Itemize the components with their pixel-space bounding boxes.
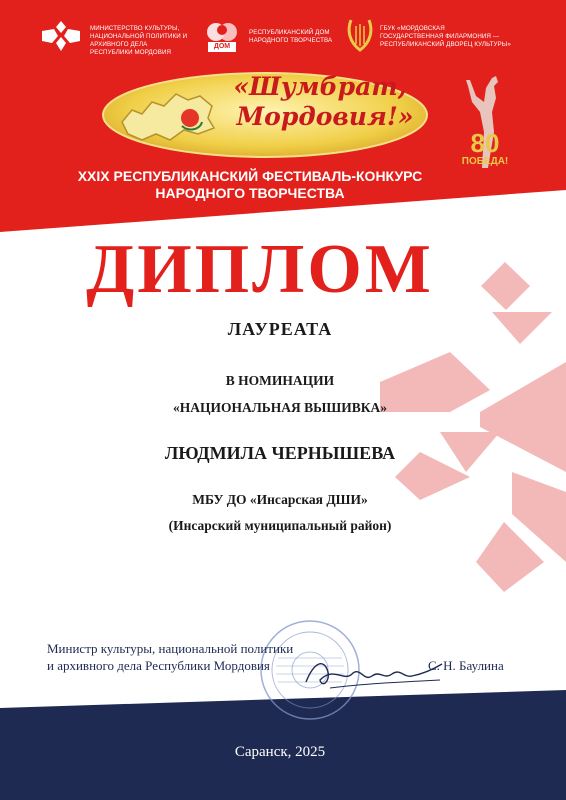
victory-badge xyxy=(455,130,515,168)
signatory-position-line1: Министр культуры, национальной политики xyxy=(47,641,294,656)
victory-badge-number: 80 xyxy=(470,128,500,158)
philharmonic-name-line: ГОСУДАРСТВЕННАЯ ФИЛАРМОНИЯ — xyxy=(380,33,500,40)
philharmonic-name-line: РЕСПУБЛИКАНСКИЙ ДВОРЕЦ КУЛЬТУРЫ» xyxy=(380,41,511,48)
diploma-title: ДИПЛОМ xyxy=(86,231,434,308)
festival-logo-title xyxy=(215,72,425,132)
recipient-name: ЛЮДМИЛА ЧЕРНЫШЕВА xyxy=(164,443,396,463)
folk-house-emblem-icon xyxy=(202,20,242,44)
ministry-name-line: РЕСПУБЛИКИ МОРДОВИЯ xyxy=(90,49,172,56)
festival-name-line1: XXIX РЕСПУБЛИКАНСКИЙ ФЕСТИВАЛЬ-КОНКУРС xyxy=(77,168,423,184)
district-name: (Инсарский муниципальный район) xyxy=(168,518,392,533)
victory-badge-text: ПОБЕДА! xyxy=(461,156,509,167)
ministry-name-line: АРХИВНОГО ДЕЛА xyxy=(90,41,148,48)
mordovia-map-icon xyxy=(118,84,218,148)
folk-house-name-line: РЕСПУБЛИКАНСКИЙ ДОМ xyxy=(249,29,330,36)
ministry-emblem-icon xyxy=(38,19,84,53)
festival-name xyxy=(40,168,460,202)
folk-house-logo xyxy=(202,20,242,52)
ministry-name xyxy=(90,25,200,57)
signatory-position-line2: и архивного дела Республики Мордовия xyxy=(47,658,270,673)
ministry-name-line: НАЦИОНАЛЬНОЙ ПОЛИТИКИ И xyxy=(90,33,188,40)
place-date: Саранск, 2025 xyxy=(234,744,326,760)
ministry-name-line: МИНИСТЕРСТВО КУЛЬТУРЫ, xyxy=(90,25,180,32)
signatory-name: С. Н. Баулина xyxy=(428,658,504,673)
folk-house-name-line: НАРОДНОГО ТВОРЧЕСТВА xyxy=(249,37,333,44)
philharmonic-name xyxy=(380,25,530,49)
institution-name: МБУ ДО «Инсарская ДШИ» xyxy=(192,492,368,507)
signatory-position xyxy=(47,640,377,674)
nomination-prefix: В НОМИНАЦИИ xyxy=(225,373,335,388)
nomination-name: «НАЦИОНАЛЬНАЯ ВЫШИВКА» xyxy=(173,400,387,415)
folk-house-logo-text: ДОМ xyxy=(208,42,236,52)
festival-name-line2: НАРОДНОГО ТВОРЧЕСТВА xyxy=(155,185,345,201)
lyre-icon xyxy=(345,16,375,54)
folk-house-name xyxy=(249,29,349,45)
diploma-subtitle: ЛАУРЕАТА xyxy=(227,319,333,339)
festival-logo-line: «Шумбрат, xyxy=(233,72,407,101)
philharmonic-name-line: ГБУК «МОРДОВСКАЯ xyxy=(380,25,445,32)
festival-logo-line: Мордовия!» xyxy=(236,102,414,131)
